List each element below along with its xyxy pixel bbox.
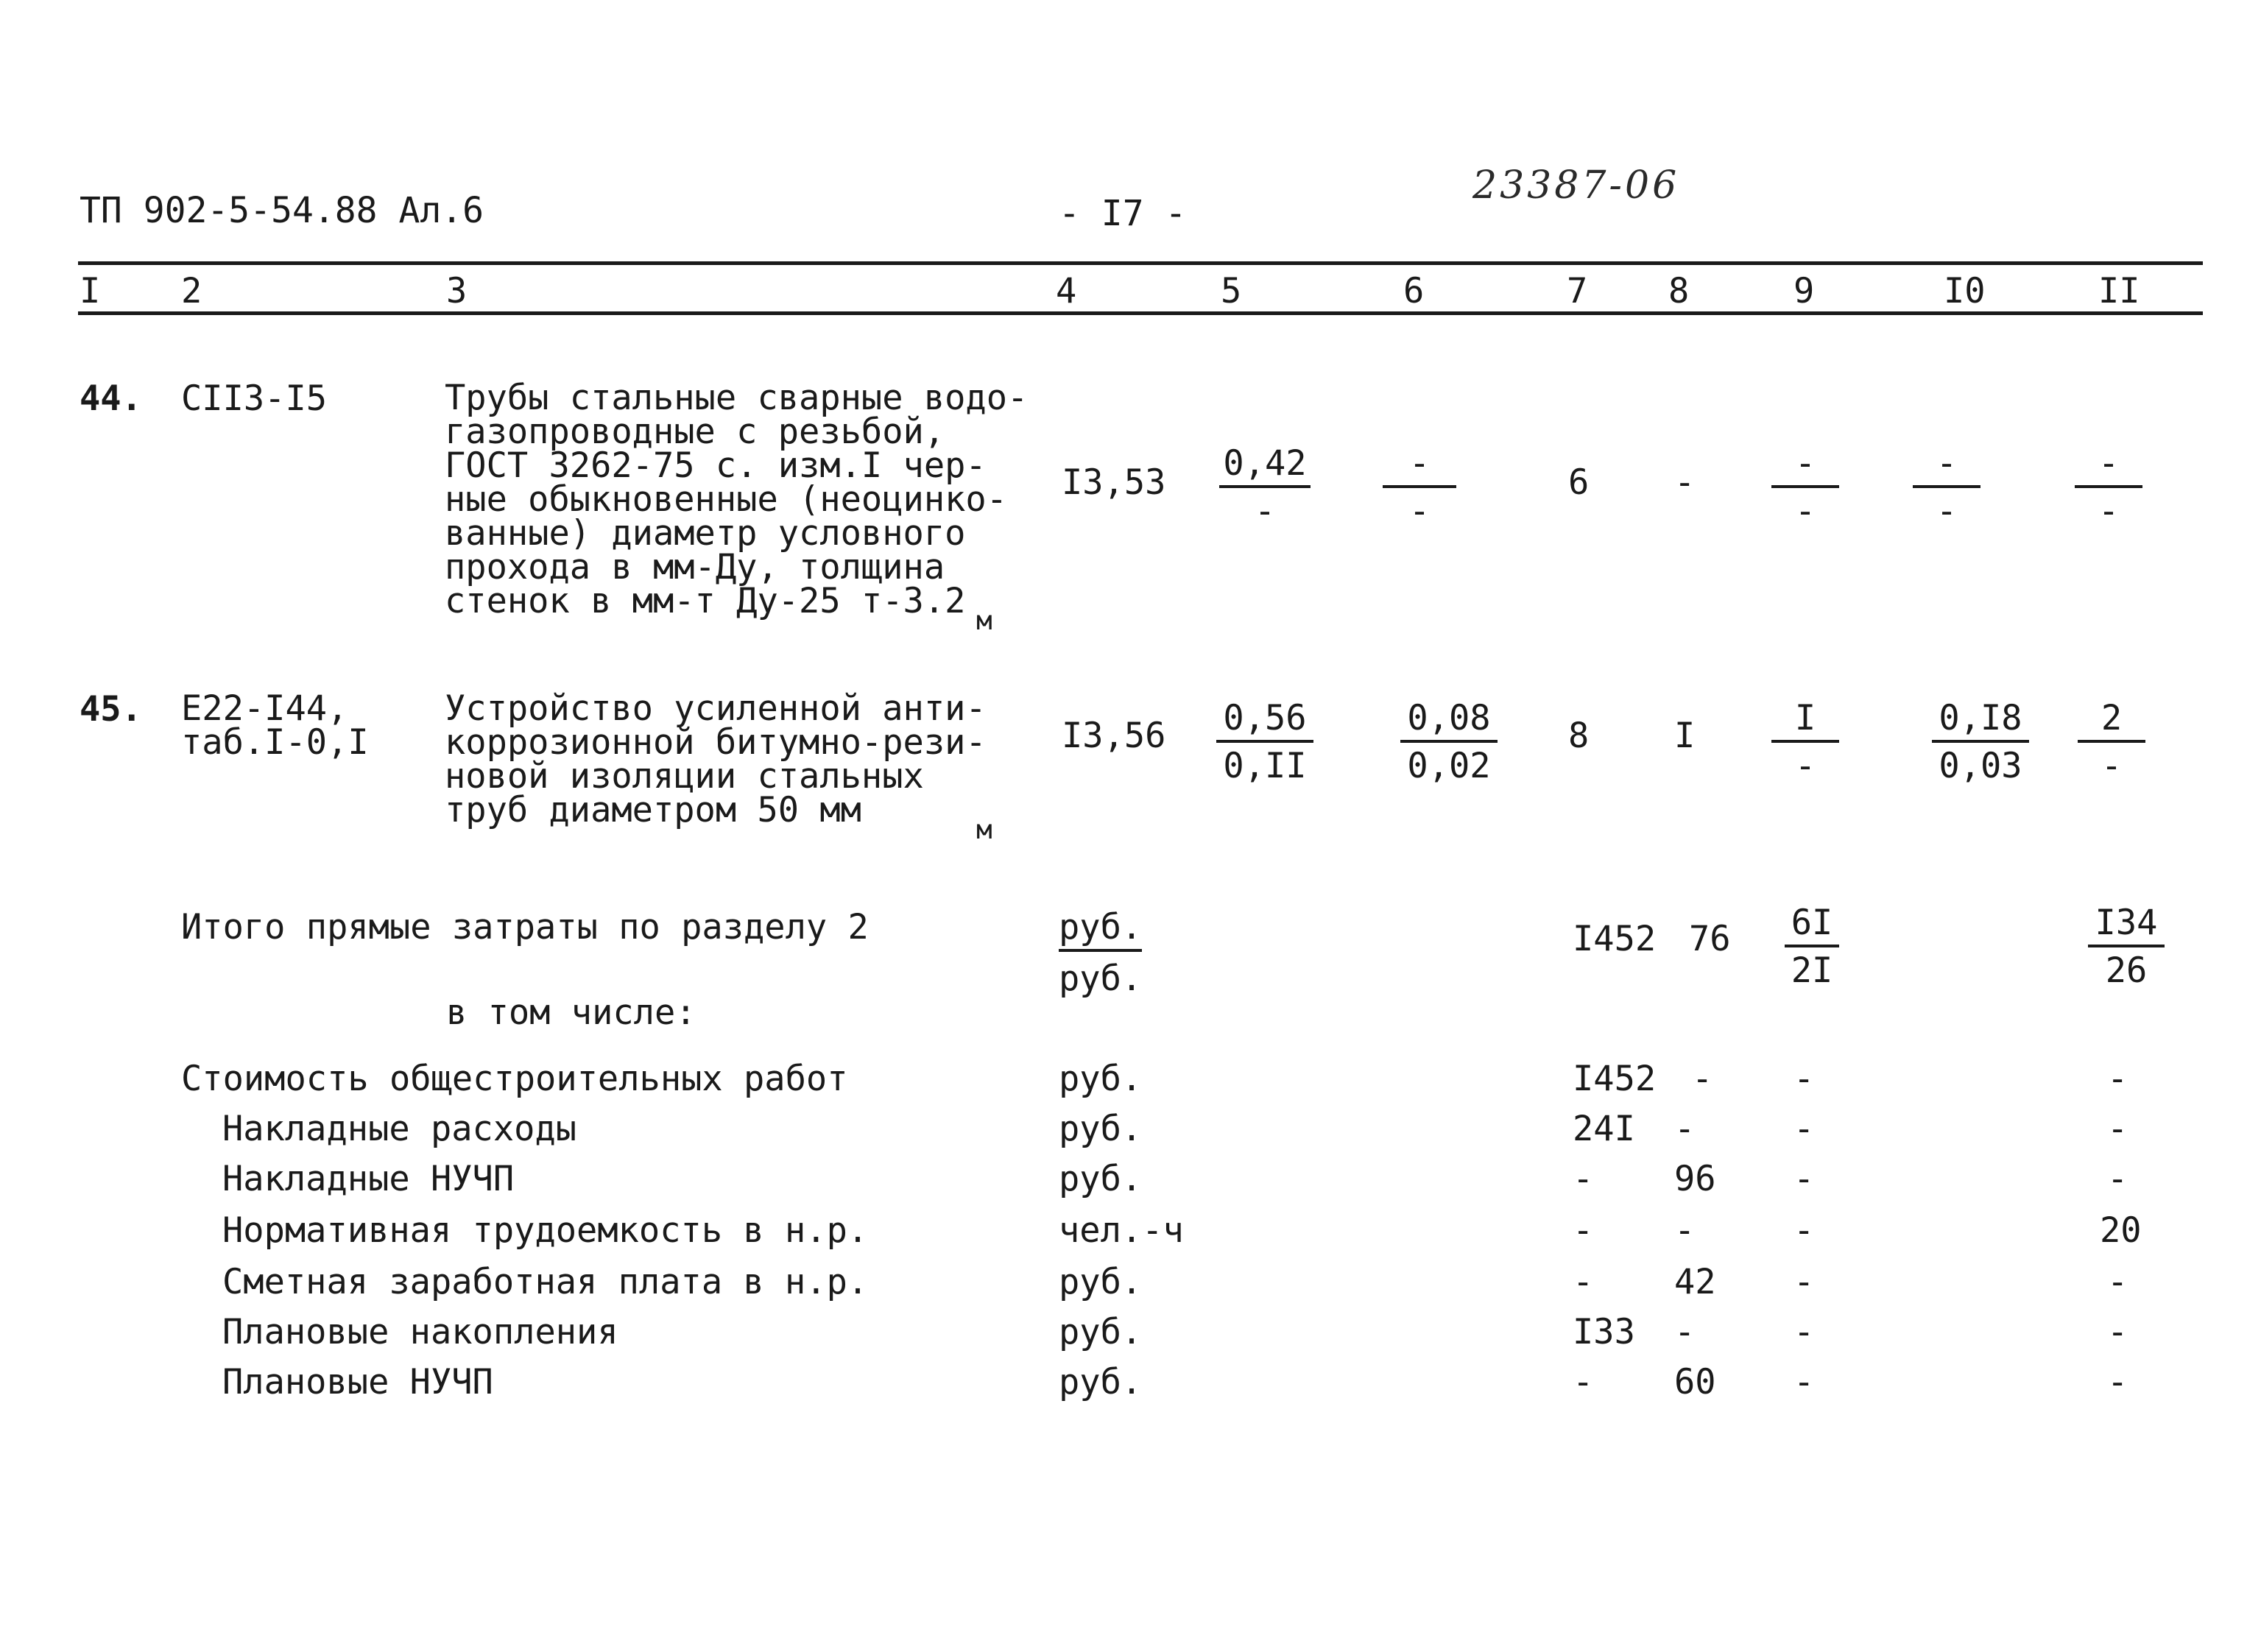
total-col9-fraction <box>1785 903 1839 991</box>
breakdown-col11: - <box>2107 1109 2128 1149</box>
col11-fraction <box>2078 698 2145 786</box>
fraction-numerator: - <box>2075 446 2142 488</box>
fraction-denominator: 0,II <box>1223 746 1307 786</box>
fraction-denominator: - <box>2098 491 2120 532</box>
handwritten-archive-number: 23387-06 <box>1472 163 1680 208</box>
fraction-numerator: 2 <box>2078 701 2145 743</box>
breakdown-col9: - <box>1793 1210 1815 1251</box>
breakdown-col8: - <box>1674 1109 1696 1149</box>
column-header: 4 <box>1056 271 1077 311</box>
column-header: 6 <box>1403 271 1425 311</box>
fraction-denominator: 2I <box>1791 950 1833 991</box>
breakdown-col8: - <box>1674 1312 1696 1352</box>
breakdown-label: Стоимость общестроительных работ <box>181 1059 848 1099</box>
breakdown-unit: руб. <box>1059 1159 1143 1199</box>
breakdown-col9: - <box>1793 1109 1815 1149</box>
breakdown-col7: - <box>1573 1210 1594 1251</box>
breakdown-col9: - <box>1793 1312 1815 1352</box>
breakdown-col8: 42 <box>1674 1262 1716 1302</box>
col10-fraction <box>1913 443 1980 532</box>
row-unit: м <box>976 815 992 845</box>
breakdown-col8: 60 <box>1674 1362 1716 1402</box>
breakdown-label: Плановые НУЧП <box>222 1362 493 1402</box>
document-code: ТП 902-5-54.88 Ал.6 <box>80 190 484 231</box>
fraction-denominator: - <box>1408 491 1431 532</box>
fraction-numerator: - <box>1913 446 1980 488</box>
including-label: в том числе: <box>446 992 696 1033</box>
page-number: - I7 - <box>1059 193 1187 234</box>
row-price: I3,56 <box>1062 716 1166 756</box>
breakdown-col9: - <box>1793 1362 1815 1402</box>
breakdown-col11: - <box>2107 1159 2128 1199</box>
total-unit-top-text: руб. <box>1059 907 1142 952</box>
breakdown-label: Плановые накопления <box>222 1312 618 1352</box>
breakdown-col7: I33 <box>1573 1312 1635 1352</box>
breakdown-col9: - <box>1793 1159 1815 1199</box>
total-unit-top <box>1059 907 1143 947</box>
row-description: Устройство усиленной анти- коррозионной битумно-рези- новой изоляции стальных труб диаметром 50 мм <box>445 688 987 830</box>
breakdown-col7: - <box>1573 1159 1594 1199</box>
breakdown-label: Нормативная трудоемкость в н.р. <box>222 1210 869 1251</box>
fraction-numerator: 6I <box>1785 906 1839 947</box>
breakdown-col11: - <box>2107 1262 2128 1302</box>
breakdown-col11: - <box>2107 1059 2128 1099</box>
row-code: Е22-I44, таб.I-0,I <box>181 688 369 763</box>
fraction-denominator: - <box>1254 491 1276 532</box>
header-rule-bottom <box>78 311 2203 315</box>
fraction-numerator: I <box>1771 701 1839 743</box>
column-header: 8 <box>1668 271 1690 311</box>
column-header: II <box>2098 271 2140 311</box>
breakdown-unit: руб. <box>1059 1262 1143 1302</box>
breakdown-label: Сметная заработная плата в н.р. <box>222 1262 869 1302</box>
column-header: I <box>80 271 101 311</box>
breakdown-col8: - <box>1674 1210 1696 1251</box>
row-code: СII3-I5 <box>181 378 328 419</box>
breakdown-unit: руб. <box>1059 1362 1143 1402</box>
total-col8: 76 <box>1689 919 1731 959</box>
breakdown-unit: руб. <box>1059 1312 1143 1352</box>
total-label: Итого прямые затраты по разделу 2 <box>181 907 869 947</box>
column-header: 3 <box>446 271 468 311</box>
col6-fraction <box>1400 698 1498 786</box>
row-unit: м <box>976 606 992 636</box>
header-rule-top <box>78 261 2203 265</box>
breakdown-col7: - <box>1573 1362 1594 1402</box>
breakdown-col11: 20 <box>2100 1210 2142 1251</box>
fraction-denominator: - <box>1794 746 1816 786</box>
col9-fraction <box>1771 443 1839 532</box>
fraction-numerator: - <box>1771 446 1839 488</box>
fraction-numerator: - <box>1383 446 1456 488</box>
col5-fraction <box>1219 443 1311 532</box>
fraction-denominator: - <box>1794 491 1816 532</box>
fraction-numerator: 0,08 <box>1400 701 1498 743</box>
fraction-denominator: - <box>2100 746 2123 786</box>
col5-fraction <box>1216 698 1313 786</box>
row-price: I3,53 <box>1062 462 1166 503</box>
col10-fraction <box>1932 698 2029 786</box>
breakdown-col7: I452 <box>1573 1059 1657 1099</box>
col9-fraction <box>1771 698 1839 786</box>
breakdown-label: Накладные расходы <box>222 1109 577 1149</box>
breakdown-label: Накладные НУЧП <box>222 1159 515 1199</box>
fraction-numerator: 0,I8 <box>1932 701 2029 743</box>
row-description: Трубы стальные сварные водо- газопроводные с резьбой, ГОСТ 3262-75 с. изм.I чер- ные обыкновенные (неоцинко- ванные) диаметр условного прохода в мм-Ду, толщина стенок в мм-т Ду-25 т-3.2 <box>445 378 1029 621</box>
fraction-denominator: - <box>1936 491 1958 532</box>
fraction-numerator: 0,42 <box>1219 446 1311 488</box>
breakdown-unit: чел.-ч <box>1059 1210 1184 1251</box>
col7-value: 6 <box>1568 462 1590 503</box>
col6-fraction <box>1383 443 1456 532</box>
row-number: 44. <box>80 378 142 419</box>
breakdown-col8: 96 <box>1674 1159 1716 1199</box>
breakdown-col8: - <box>1692 1059 1713 1099</box>
fraction-denominator: 0,03 <box>1939 746 2022 786</box>
breakdown-col7: 24I <box>1573 1109 1635 1149</box>
fraction-denominator: 26 <box>2105 950 2148 991</box>
column-header: I0 <box>1944 271 1986 311</box>
total-col7: I452 <box>1573 919 1657 959</box>
column-header: 5 <box>1221 271 1242 311</box>
total-unit-bottom: руб. <box>1059 959 1143 999</box>
breakdown-col7: - <box>1573 1262 1594 1302</box>
fraction-numerator: 0,56 <box>1216 701 1313 743</box>
total-col11-fraction <box>2088 903 2165 991</box>
breakdown-col9: - <box>1793 1059 1815 1099</box>
column-header: 7 <box>1567 271 1588 311</box>
col8-value: - <box>1674 462 1696 503</box>
col7-value: 8 <box>1568 716 1590 756</box>
column-header: 2 <box>181 271 202 311</box>
row-number: 45. <box>80 689 142 730</box>
breakdown-unit: руб. <box>1059 1109 1143 1149</box>
breakdown-col11: - <box>2107 1312 2128 1352</box>
col8-value: I <box>1674 716 1696 756</box>
col11-fraction <box>2075 443 2142 532</box>
fraction-numerator: I34 <box>2088 906 2165 947</box>
breakdown-col9: - <box>1793 1262 1815 1302</box>
column-header: 9 <box>1793 271 1815 311</box>
fraction-denominator: 0,02 <box>1407 746 1491 786</box>
breakdown-unit: руб. <box>1059 1059 1143 1099</box>
breakdown-col11: - <box>2107 1362 2128 1402</box>
